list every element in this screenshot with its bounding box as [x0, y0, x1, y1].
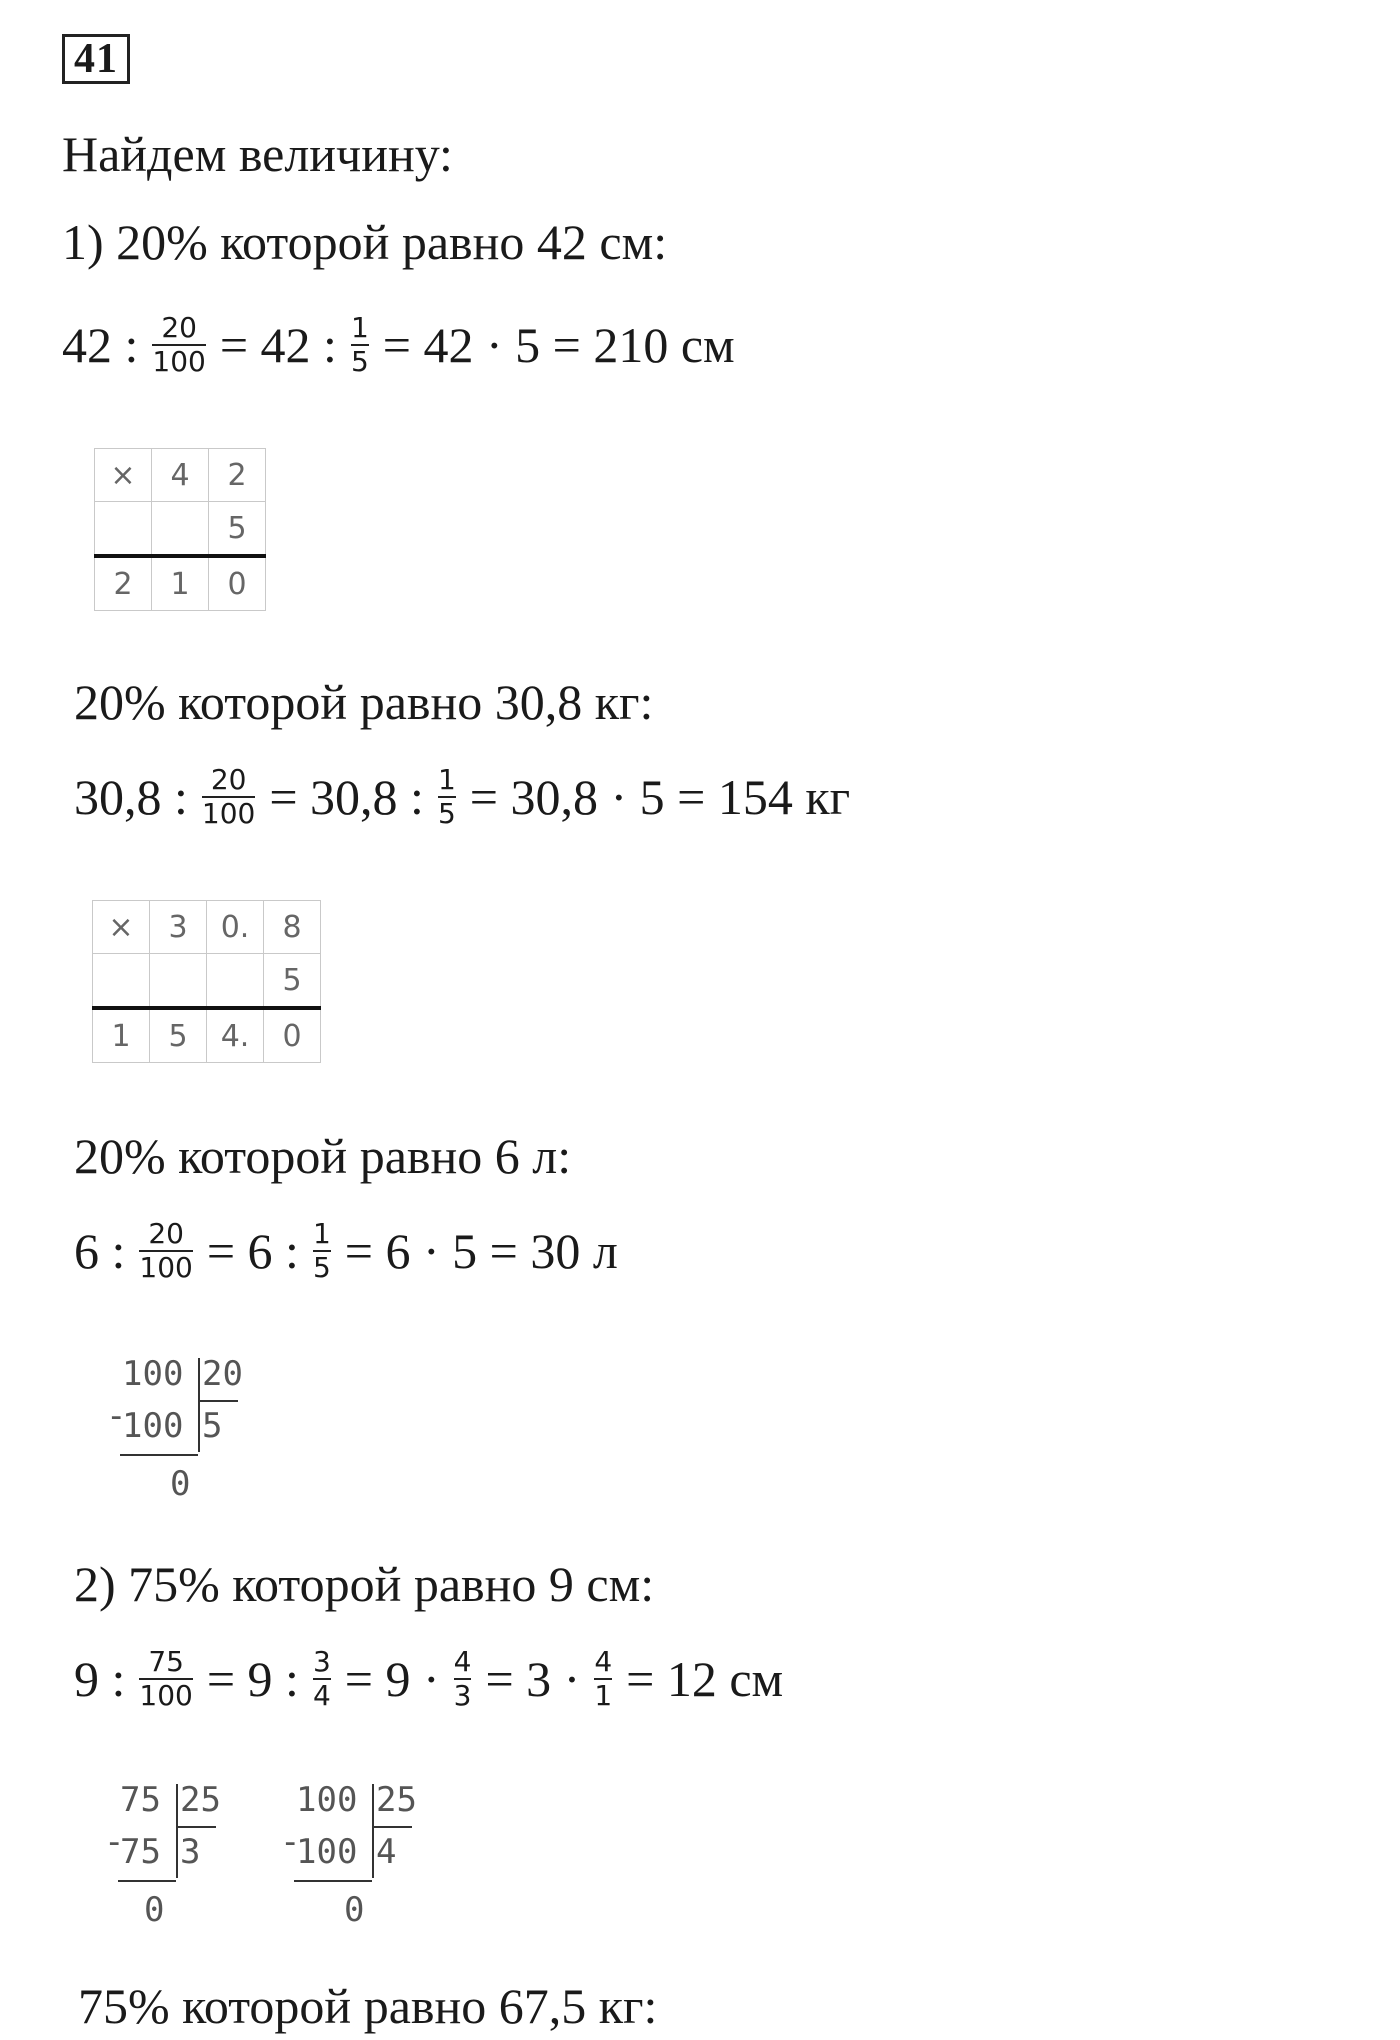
section1-heading: 1) 20% которой равно 42 см: [62, 214, 668, 270]
section1b-heading: 20% которой равно 30,8 кг: [74, 674, 654, 730]
eq-part: 9 : [74, 1651, 126, 1707]
eq-part: = 42 · 5 = 210 см [382, 317, 735, 373]
section1c-equation [74, 1218, 618, 1284]
eq-part: = 30,8 · 5 = 154 кг [469, 769, 851, 825]
eq-part: 30,8 : [74, 769, 188, 825]
fraction: $\frac{1}{5}$ [312, 1217, 331, 1284]
eq-part: = 30,8 : [269, 769, 424, 825]
multiplication-grid-1: × 4 2 5 2 1 0 [94, 448, 266, 611]
fraction: $\frac{20}{100}$ [139, 1217, 193, 1284]
eq-part: = 3 · [485, 1651, 581, 1707]
section2-heading: 2) 75% которой равно 9 см: [74, 1556, 655, 1612]
fraction: $\frac{1}{5}$ [350, 311, 369, 378]
section1-equation [62, 312, 735, 378]
section1b-equation [74, 764, 850, 830]
long-division-1: - 100 20 100 5 0 [106, 1354, 243, 1504]
section2-equation [74, 1646, 783, 1712]
eq-part: 6 : [74, 1223, 126, 1279]
eq-part: = 42 : [219, 317, 337, 373]
eq-part: = 6 : [206, 1223, 299, 1279]
section2b-heading: 75% которой равно 67,5 кг: [78, 1978, 658, 2034]
long-division-3: - 100 25 100 4 0 [280, 1780, 417, 1930]
fraction: $\frac{20}{100}$ [152, 311, 206, 378]
eq-part: = 9 · [344, 1651, 440, 1707]
intro-text: Найдем величину: [62, 126, 453, 182]
fraction: $\frac{1}{5}$ [437, 763, 456, 830]
fraction: $\frac{75}{100}$ [139, 1645, 193, 1712]
fraction: $\frac{20}{100}$ [201, 763, 256, 830]
eq-part: 42 : [62, 317, 139, 373]
eq-part: = 12 см [626, 1651, 784, 1707]
section1c-heading: 20% которой равно 6 л: [74, 1128, 572, 1184]
fraction: $\frac{4}{1}$ [594, 1645, 613, 1712]
long-division-2: - 75 25 75 3 0 [104, 1780, 221, 1930]
eq-part: = 6 · 5 = 30 л [344, 1223, 618, 1279]
fraction: $\frac{3}{4}$ [312, 1645, 331, 1712]
multiplication-grid-2: × 3 0. 8 5 1 5 4. 0 [92, 900, 321, 1063]
task-number: 41 [62, 34, 130, 84]
eq-part: = 9 : [206, 1651, 299, 1707]
fraction: $\frac{4}{3}$ [453, 1645, 472, 1712]
